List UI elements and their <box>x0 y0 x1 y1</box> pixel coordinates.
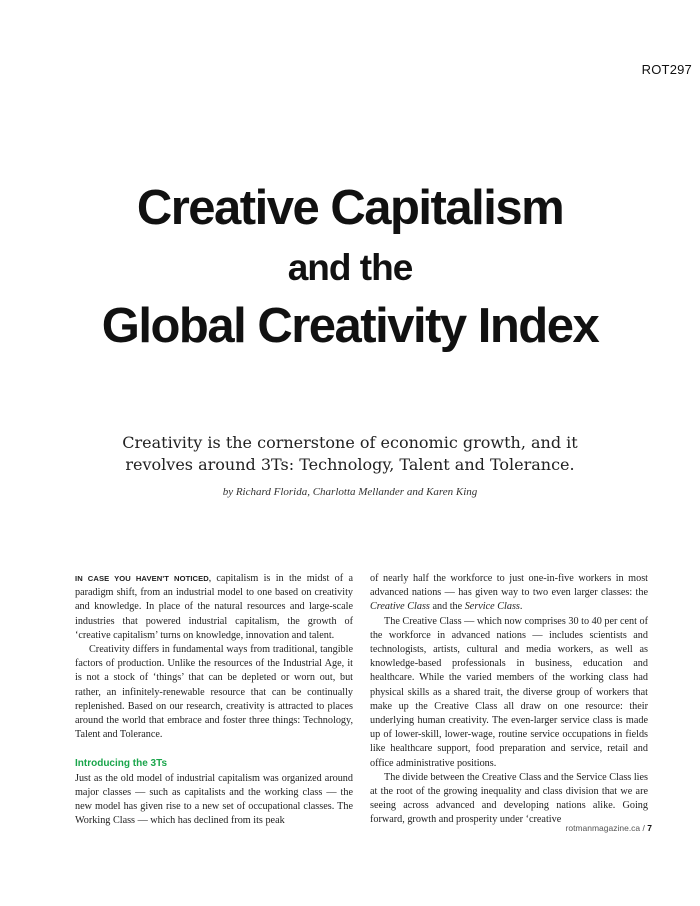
right-paragraph-3: The divide between the Creative Class and the Service Class lies at the root of the growing inequality and class division that we are seeing across advanced and developing nations alike. Going forward, growth and prosperity under ‘creative <box>370 771 648 826</box>
left-paragraph-2: Creativity differs in fundamental ways from traditional, tangible factors of production. Unlike the resources of the Industrial Age, it is not a stock of ‘things’ that can be depleted or worn out, but rather, an infinitely-renewable resource that can be continually replenished. Based on our research, creativity is attracted to places around the world that embrace and foster three things: Technology, Talent and Tolerance. <box>75 644 353 741</box>
byline: by Richard Florida, Charlotta Mellander and Karen King <box>222 486 478 498</box>
left-paragraph-1-text: capitalism is in the midst of a paradigm shift, from an industrial model to one based on creativity and knowledge. In place of the natural resources and large-scale industries that powered industrial capitalism, the growth of ‘creative capitalism’ turns on knowledge, innovation and talent. <box>75 573 354 641</box>
article-code: ROT297 <box>641 62 692 77</box>
sentence-end: . <box>519 601 523 613</box>
page-number: 7 <box>647 823 652 833</box>
page-footer <box>566 823 652 833</box>
creative-class-term: Creative Class <box>370 601 430 613</box>
footer-site: rotmanmagazine.ca / <box>565 823 645 833</box>
left-paragraph-1 <box>75 572 353 643</box>
left-column <box>75 572 353 828</box>
right-column <box>370 572 648 828</box>
left-paragraph-3: Just as the old model of industrial capitalism was organized around major classes — such as capitalists and the working class — the new model has given rise to a new set of occupational classes. The Working Class — which has declined from its peak <box>75 772 353 827</box>
conjunction: and the <box>432 601 463 613</box>
title-line-3: Global Creativity Index <box>101 299 599 353</box>
section-subhead: Introducing the 3Ts <box>75 758 168 770</box>
right-paragraph-1 <box>370 572 648 615</box>
right-paragraph-1-text: of nearly half the workforce to just one-in-five workers in most advanced nations — has given way to two even larger classes: the <box>370 573 648 599</box>
title-line-2: and the <box>287 247 413 288</box>
service-class-term: Service Class <box>464 601 520 613</box>
lead-in: IN CASE YOU HAVEN'T NOTICED, <box>75 574 212 583</box>
deck: Creativity is the cornerstone of economic growth, and it revolves around 3Ts: Technology, Talent and Tolerance. <box>122 433 578 474</box>
title-line-1: Creative Capitalism <box>136 181 564 235</box>
right-paragraph-2: The Creative Class — which now comprises 30 to 40 per cent of the workforce in advanced nations — includes scientists and technologists, artists, cultural and media workers, as well as knowledge-based professionals in business, education and healthcare. While the varied members of the working class had physical skills as a shared trait, the diverse group of workers that make up the Creative Class all draw on one resource: their underlying human creativity. The even-larger service class is made up of lower-skill, lower-wage, routine service occupations in fields like healthcare support, food preparation and service, retail and office administrative positions. <box>370 615 648 769</box>
